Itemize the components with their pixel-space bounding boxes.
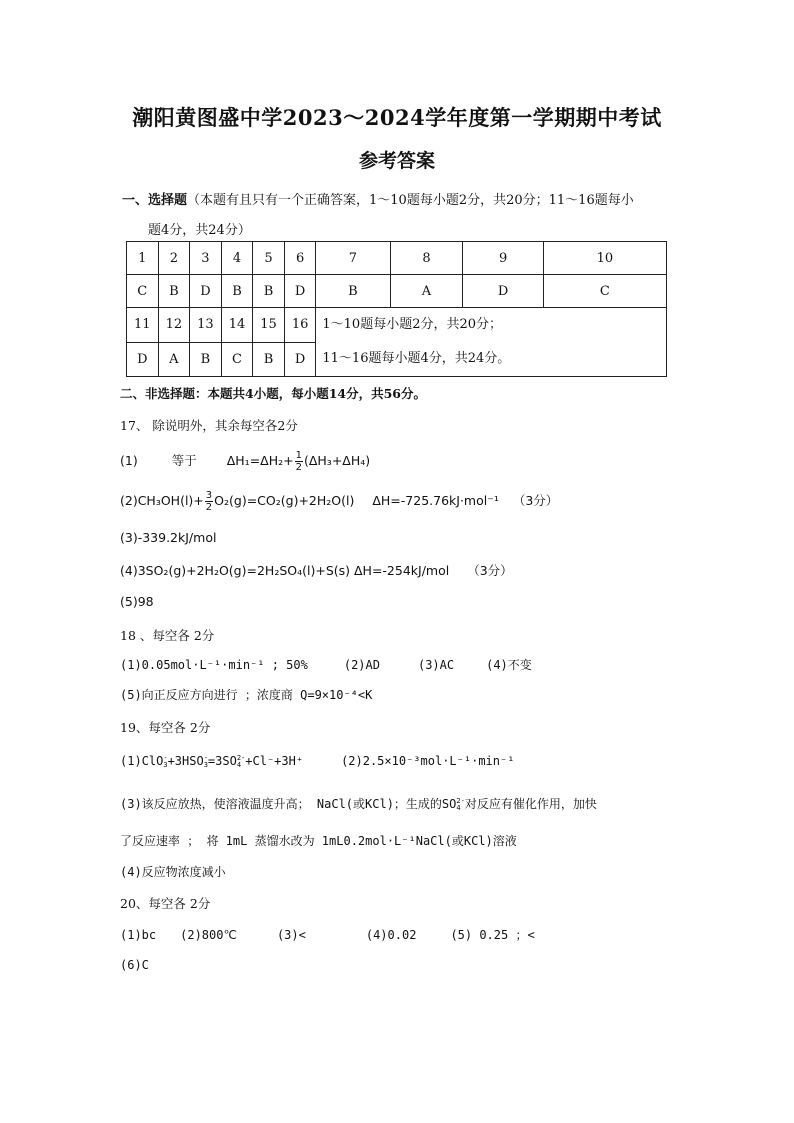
q17-part1 xyxy=(120,450,370,473)
q17-p2-a: (2)CH₃OH(l)+ xyxy=(120,493,204,508)
question-number-row-cell: 14 xyxy=(221,308,253,343)
answer-row xyxy=(127,275,667,308)
q17-p2-dh: ΔH=-725.76kJ·mol⁻¹ xyxy=(372,493,499,508)
answer-row-cell: B xyxy=(190,342,222,377)
q18-heading: 18 、每空各 2分 xyxy=(120,628,215,643)
section1-heading-label: 一、选择题 xyxy=(122,193,188,208)
question-number-row-cell: 9 xyxy=(463,242,543,275)
answer-row-cell: B xyxy=(221,275,253,308)
q18-part4: (4)不变 xyxy=(486,658,532,672)
section1-heading xyxy=(122,186,682,246)
answer-row-cell: C xyxy=(221,342,253,377)
page-subtitle: 参考答案 xyxy=(358,150,435,172)
q19-p3-sulfate-charge: 2- 4 xyxy=(456,796,465,812)
question-number-row-cell: 10 xyxy=(543,242,666,275)
q17-p4-equation: (4)3SO₂(g)+2H₂O(g)=2H₂SO₄(l)+S(s) ΔH=-254kJ/mol xyxy=(120,563,450,578)
question-number-row-cell: 7 xyxy=(316,242,390,275)
q19-sulfate-charge: 2- 4 xyxy=(236,753,246,769)
section2-heading: 二、非选择题：本题共4小题，每小题14分，共56分。 xyxy=(120,386,426,401)
answer-table xyxy=(126,241,667,377)
q20-part4: (4)0.02 xyxy=(365,928,417,942)
question-number-row-cell: 5 xyxy=(253,242,285,275)
q18-part3: (3)AC xyxy=(417,658,455,672)
answer-row-cell: D xyxy=(463,275,543,308)
question-number-row-cell: 12 xyxy=(158,308,190,343)
q19-p1-b: +3HSO xyxy=(167,754,204,768)
page-title: 潮阳黄图盛中学2023～2024学年度第一学期期中考试 xyxy=(132,105,662,130)
q20-heading: 20、每空各 2分 xyxy=(120,896,211,911)
score-note-line2: 11～16题每小题4分，共24分。 xyxy=(322,351,511,366)
q17-part5: (5)98 xyxy=(120,594,154,609)
q20-part5: (5) 0.25 ；< xyxy=(450,928,535,942)
q17-part2 xyxy=(120,490,558,513)
answer-row-cell: D xyxy=(284,275,316,308)
score-note xyxy=(316,308,667,377)
q17-p1-answer: 等于 xyxy=(171,453,197,468)
q17-p1-formula-a: ΔH₁=ΔH₂+ xyxy=(226,453,294,468)
q19-answers-row1 xyxy=(120,754,514,769)
question-number-row-cell: 3 xyxy=(190,242,222,275)
question-number-row-cell: 2 xyxy=(158,242,190,275)
question-number-row xyxy=(127,308,667,343)
question-number-row xyxy=(127,242,667,275)
q19-part4: (4)反应物浓度减小 xyxy=(120,865,226,879)
q17-p4-points: （3分） xyxy=(467,563,513,578)
q19-chlorate-charge: - 3 xyxy=(163,753,168,769)
q19-p3-text-a: (3)该反应放热，使溶液温度升高； NaCl(或KCl)；生成的SO xyxy=(120,797,457,811)
answer-row-cell: D xyxy=(190,275,222,308)
q19-p1-d: +Cl⁻+3H⁺ xyxy=(245,754,304,768)
answer-row-cell: B xyxy=(253,342,285,377)
q18-part1: (1)0.05mol·L⁻¹·min⁻¹ ; 50% xyxy=(120,658,308,672)
q20-part6: (6)C xyxy=(120,958,149,972)
q17-p2-fraction: $\frac{3}{2}$ xyxy=(205,490,213,513)
answer-row-cell: D xyxy=(284,342,316,377)
q20-answers-row1 xyxy=(120,926,535,943)
q17-part3: (3)-339.2kJ/mol xyxy=(120,530,217,545)
q19-part3-line1 xyxy=(120,795,597,812)
answer-row-cell: C xyxy=(127,275,159,308)
q19-heading: 19、每空各 2分 xyxy=(120,720,211,735)
q19-part3-line2: 了反应速率 ； 将 1mL 蒸馏水改为 1mL0.2mol·L⁻¹NaCl(或KCl)溶液 xyxy=(120,834,517,848)
q18-answers-row1 xyxy=(120,656,532,673)
question-number-row-cell: 15 xyxy=(253,308,285,343)
q19-p1-c: =3SO xyxy=(207,754,237,768)
answer-row-cell: A xyxy=(390,275,463,308)
q18-part5: (5)向正反应方向进行 ；浓度商 Q=9×10⁻⁴<K xyxy=(120,688,373,702)
question-number-row-cell: 11 xyxy=(127,308,159,343)
answer-row-cell: B xyxy=(316,275,390,308)
question-number-row-cell: 13 xyxy=(190,308,222,343)
q17-p1-formula-b: (ΔH₃+ΔH₄) xyxy=(303,453,371,468)
answer-row-cell: B xyxy=(158,275,190,308)
q20-part2: (2)800℃ xyxy=(180,928,237,942)
question-number-row-cell: 6 xyxy=(284,242,316,275)
answer-row-cell: C xyxy=(543,275,666,308)
question-number-row-cell: 1 xyxy=(127,242,159,275)
answer-row-cell: D xyxy=(127,342,159,377)
question-number-row-cell: 8 xyxy=(390,242,463,275)
q18-part2: (2)AD xyxy=(343,658,380,672)
answer-row-cell: A xyxy=(158,342,190,377)
score-note-line1: 1～10题每小题2分，共20分； xyxy=(322,317,503,332)
q17-heading: 17、 除说明外，其余每空各2分 xyxy=(120,418,298,433)
answer-row-cell: B xyxy=(253,275,285,308)
question-number-row-cell: 4 xyxy=(221,242,253,275)
question-number-row-cell: 16 xyxy=(284,308,316,343)
q19-p1-a: (1)ClO xyxy=(120,754,164,768)
q20-part3: (3)< xyxy=(276,928,306,942)
q17-part4 xyxy=(120,561,513,579)
q19-part2: (2)2.5×10⁻³mol·L⁻¹·min⁻¹ xyxy=(341,754,515,768)
q17-p2-points: （3分） xyxy=(512,493,559,508)
q19-p3-text-b: 对反应有催化作用，加快 xyxy=(464,797,597,811)
q17-p1-label: (1) xyxy=(120,453,138,468)
q17-p2-b: O₂(g)=CO₂(g)+2H₂O(l) xyxy=(214,493,355,508)
q20-part1: (1)bc xyxy=(120,928,157,942)
section1-heading-cont: 题4分，共24分） xyxy=(148,223,251,238)
section1-heading-desc: （本题有且只有一个正确答案，1～10题每小题2分，共20分；11～16题每小 xyxy=(187,193,634,208)
q19-bisulfite-charge: - 3 xyxy=(203,753,208,769)
q17-p1-fraction: $\frac{1}{2}$ xyxy=(295,450,302,473)
